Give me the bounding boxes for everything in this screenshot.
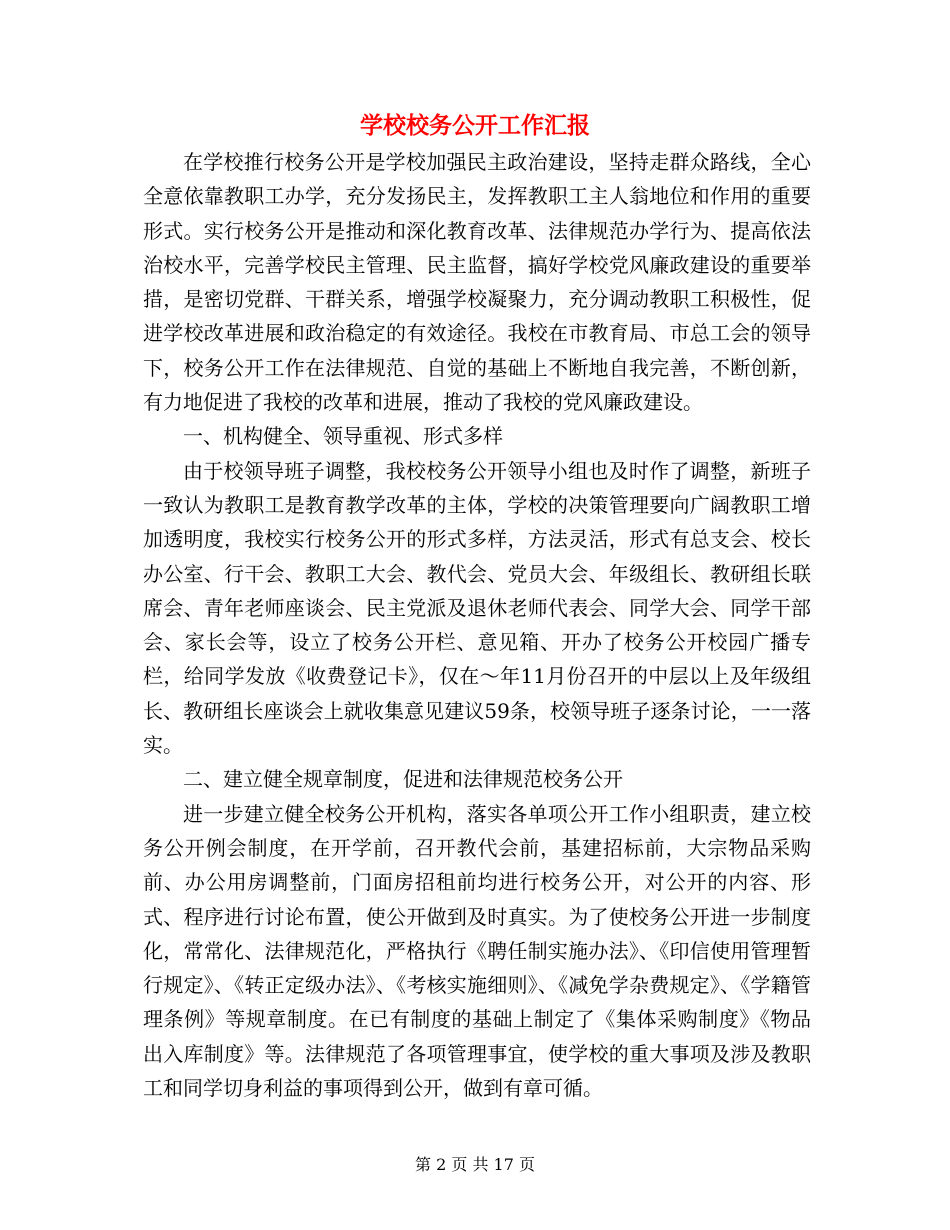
section-heading-2: 二、建立健全规章制度，促进和法律规范校务公开	[183, 767, 623, 792]
paragraph-intro: 在学校推行校务公开是学校加强民主政治建设，坚持走群众路线，全心全意依靠教职工办学，充分发扬民主，发挥教职工主人翁地位和作用的重要形式。实行校务公开是推动和深化教育改革、法律规范办学行为、提高依法治校水平，完善学校民主管理、民主监督，搞好学校党风廉政建设的重要举措，是密切党群、干群关系，增强学校凝聚力，充分调动教职工积极性，促进学校改革进展和政治稳定的有效途径。我校在市教育局、市总工会的领导下，校务公开工作在法律规范、自觉的基础上不断地自我完善，不断创新，有力地促进了我校的改革和进展，推动了我校的党风廉政建设。	[143, 150, 811, 415]
paragraph-section-2: 进一步建立健全校务公开机构，落实各单项公开工作小组职责，建立校务公开例会制度，在开学前，召开教代会前，基建招标前，大宗物品采购前、办公用房调整前，门面房招租前均进行校务公开，对公开的内容、形式、程序进行讨论布置，使公开做到及时真实。为了使校务公开进一步制度化，常常化、法律规范化，严格执行《聘任制实施办法》、《印信使用管理暂行规定》、《转正定级办法》、《考核实施细则》、《减免学杂费规定》、《学籍管理条例》等规章制度。在已有制度的基础上制定了《集体采购制度》《物品出入库制度》等。法律规范了各项管理事宜，使学校的重大事项及涉及教职工和同学切身利益的事项得到公开，做到有章可循。	[143, 801, 811, 1101]
page-footer: 第 2 页 共 17 页	[415, 1155, 535, 1174]
paragraph-section-1: 由于校领导班子调整，我校校务公开领导小组也及时作了调整，新班子一致认为教职工是教育教学改革的主体，学校的决策管理要向广阔教职工增加透明度，我校实行校务公开的形式多样，方法灵活，形式有总支会、校长办公室、行干会、教职工大会、教代会、党员大会、年级组长、教研组长联席会、青年老师座谈会、民主党派及退休老师代表会、同学大会、同学干部会、家长会等，设立了校务公开栏、意见箱、开办了校务公开校园广播专栏，给同学发放《收费登记卡》，仅在～年11月份召开的中层以上及年级组长、教研组长座谈会上就收集意见建议59条，校领导班子逐条讨论，一一落实。	[143, 458, 811, 758]
page-title: 学校校务公开工作汇报	[360, 112, 590, 139]
section-heading-1: 一、机构健全、领导重视、形式多样	[183, 424, 503, 449]
document-body	[143, 145, 811, 1105]
